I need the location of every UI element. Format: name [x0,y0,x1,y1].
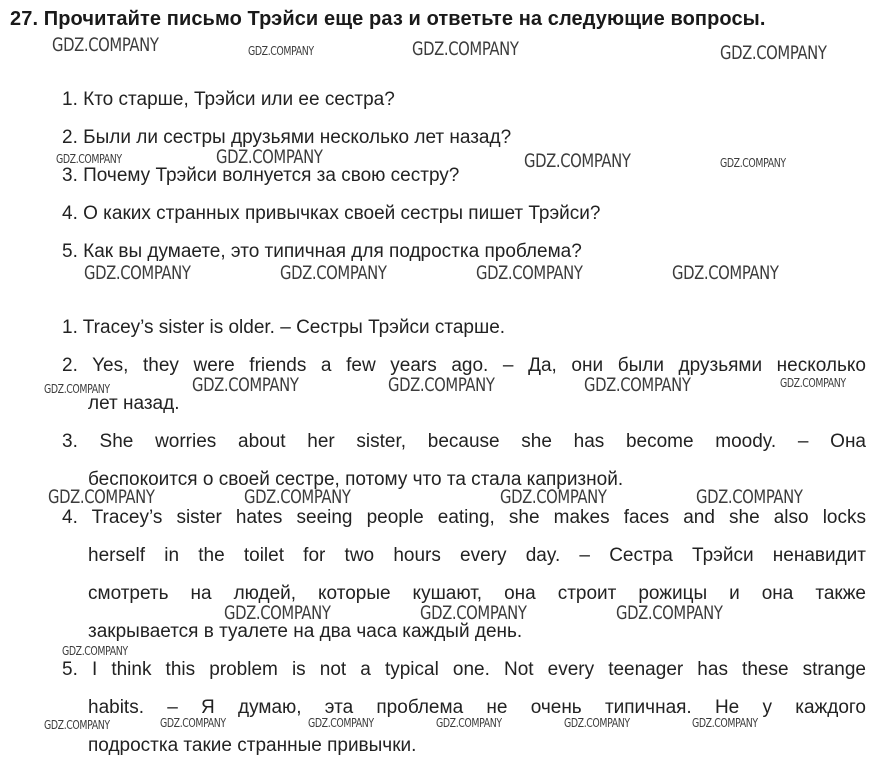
answer-5-line-2: habits. – Я думаю, эта проблема не очень типичная. Не у каждого [88,697,866,718]
question-5: 5. Как вы думаете, это типичная для подростка проблема? [62,241,582,262]
watermark: GDZ.COMPANY [56,152,122,166]
answer-4-line-3: смотреть на людей, которые кушают, она строит рожицы и она также [88,583,866,604]
watermark: GDZ.COMPANY [160,716,226,730]
watermark: GDZ.COMPANY [780,376,846,390]
watermark: GDZ.COMPANY [244,486,351,508]
answer-4-line-4: закрывается в туалете на два часа каждый день. [88,621,523,642]
answer-2-line-2: лет назад. [88,393,180,414]
question-3: 3. Почему Трэйси волнуется за свою сестру? [62,165,460,186]
watermark: GDZ.COMPANY [62,644,128,658]
answer-5-line-3: подростка такие странные привычки. [88,735,417,756]
watermark: GDZ.COMPANY [672,262,779,284]
answer-5-line-1: 5. I think this problem is not a typical one. Not every teenager has these strange [62,659,866,680]
watermark: GDZ.COMPANY [436,716,502,730]
watermark: GDZ.COMPANY [412,38,519,60]
watermark: GDZ.COMPANY [192,374,299,396]
watermark: GDZ.COMPANY [48,486,155,508]
answer-4-line-1: 4. Tracey’s sister hates seeing people eating, she makes faces and she also locks [62,507,866,528]
watermark: GDZ.COMPANY [224,602,331,624]
watermark: GDZ.COMPANY [696,486,803,508]
answer-4-line-2: herself in the toilet for two hours every day. – Сестра Трэйси ненавидит [88,545,866,566]
watermark: GDZ.COMPANY [524,150,631,172]
watermark: GDZ.COMPANY [692,716,758,730]
answer-1: 1. Tracey’s sister is older. – Сестры Трэйси старше. [62,317,506,338]
answer-3-line-2: беспокоится о своей сестре, потому что та стала капризной. [88,469,624,490]
watermark: GDZ.COMPANY [720,42,827,64]
watermark: GDZ.COMPANY [500,486,607,508]
watermark: GDZ.COMPANY [44,382,110,396]
watermark: GDZ.COMPANY [44,718,110,732]
watermark: GDZ.COMPANY [52,34,159,56]
question-1: 1. Кто старше, Трэйси или ее сестра? [62,89,395,110]
watermark: GDZ.COMPANY [84,262,191,284]
watermark: GDZ.COMPANY [248,44,314,58]
watermark: GDZ.COMPANY [584,374,691,396]
exercise-title: 27. Прочитайте письмо Трэйси еще раз и ответьте на следующие вопросы. [10,8,766,30]
question-4: 4. О каких странных привычках своей сестры пишет Трэйси? [62,203,601,224]
watermark: GDZ.COMPANY [308,716,374,730]
answer-3-line-1: 3. She worries about her sister, because she has become moody. – Она [62,431,866,452]
watermark: GDZ.COMPANY [388,374,495,396]
watermark: GDZ.COMPANY [616,602,723,624]
watermark: GDZ.COMPANY [476,262,583,284]
answer-2-line-1: 2. Yes, they were friends a few years ago. – Да, они были друзьями несколько [62,355,866,376]
watermark: GDZ.COMPANY [720,156,786,170]
watermark: GDZ.COMPANY [420,602,527,624]
watermark: GDZ.COMPANY [564,716,630,730]
watermark: GDZ.COMPANY [216,146,323,168]
question-2: 2. Были ли сестры друзьями несколько лет назад? [62,127,512,148]
watermark: GDZ.COMPANY [280,262,387,284]
